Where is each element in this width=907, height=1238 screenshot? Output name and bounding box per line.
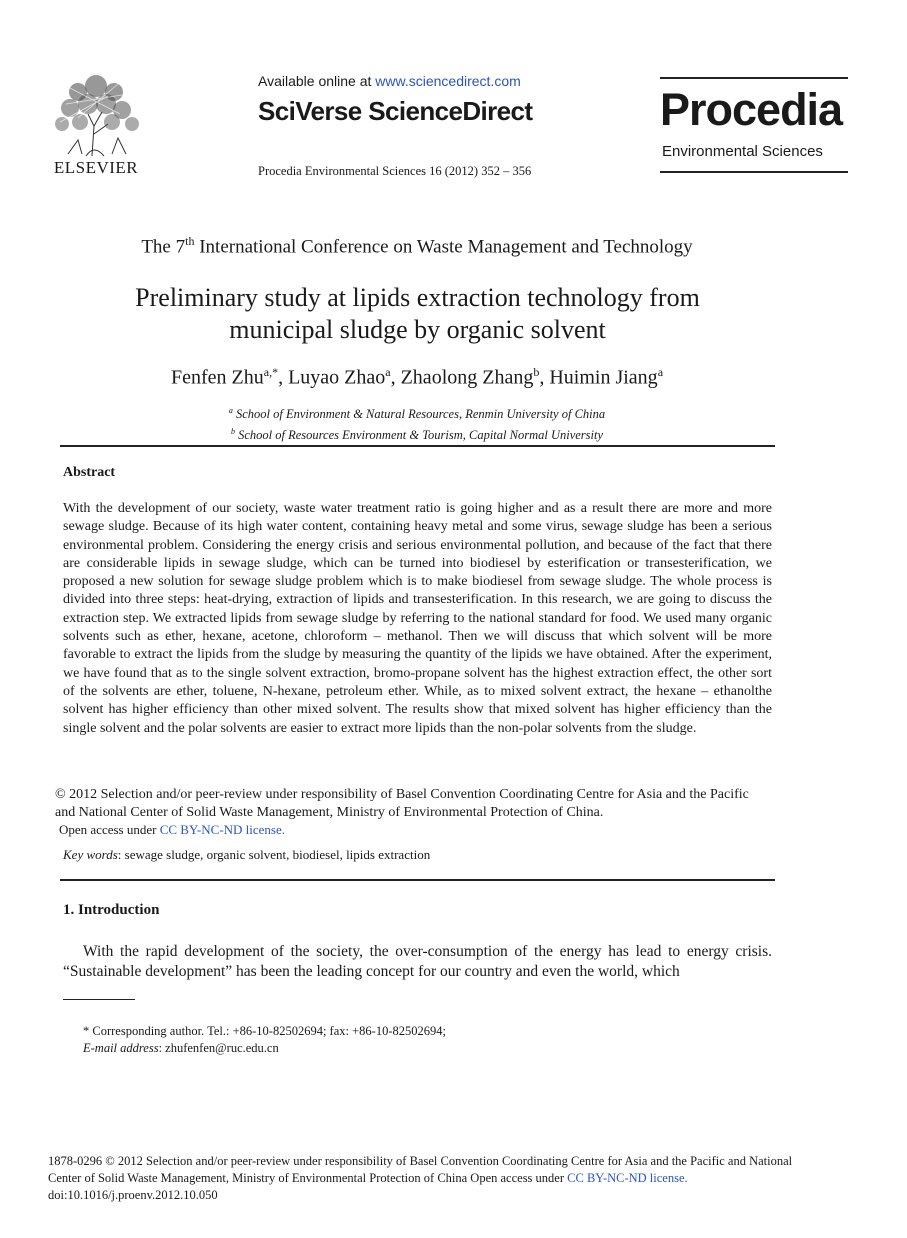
- author-sup: b: [533, 365, 540, 379]
- divider-top: [60, 445, 775, 447]
- available-prefix: Available online at: [258, 73, 376, 89]
- affiliation-text: School of Resources Environment & Tourism, Capital Normal University: [234, 428, 604, 443]
- footnote: [83, 1023, 446, 1057]
- elsevier-tree-icon: [48, 74, 144, 158]
- conference-sup: th: [185, 234, 195, 248]
- keywords-text: : sewage sludge, organic solvent, biodiesel, lipids extraction: [117, 847, 431, 862]
- copyright-line-2: and National Center of Solid Waste Management, Ministry of Environmental Protection of China.: [55, 805, 604, 820]
- section-heading: 1. Introduction: [63, 902, 160, 918]
- procedia-logo: [660, 77, 848, 175]
- author-sup: a: [385, 365, 391, 379]
- doi[interactable]: doi:10.1016/j.proenv.2012.10.050: [48, 1188, 218, 1202]
- author-sep: ,: [278, 366, 289, 389]
- corresponding-author: * Corresponding author. Tel.: +86-10-82502694; fax: +86-10-82502694;: [83, 1024, 446, 1038]
- author-list: [0, 365, 834, 390]
- sciencedirect-link[interactable]: www.sciencedirect.com: [375, 73, 521, 89]
- affiliation-sup: b: [230, 427, 235, 437]
- footer-line-1: 1878-0296 © 2012 Selection and/or peer-review under responsibility of Basel Convention Coordinating Centre for Asia and the Pacific and National: [48, 1154, 793, 1168]
- affiliations: [0, 402, 834, 444]
- keywords-label: Key words: [63, 847, 118, 862]
- open-access: [59, 822, 285, 838]
- email-label: E-mail address: [83, 1041, 159, 1055]
- available-online: [258, 73, 558, 89]
- procedia-top-rule: [660, 77, 848, 79]
- journal-citation: Procedia Environmental Sciences 16 (2012) 352 – 356: [258, 164, 532, 178]
- footnote-rule: [63, 999, 135, 1000]
- affiliation-sup: a: [228, 406, 233, 415]
- conference-pre: The 7: [141, 236, 186, 258]
- author-name[interactable]: Luyao Zhao: [288, 366, 386, 389]
- keywords: [63, 847, 430, 863]
- affiliation-item: [0, 423, 834, 444]
- author-sup: a,*: [263, 365, 279, 379]
- procedia-title: Procedia: [660, 84, 843, 135]
- license-link[interactable]: CC BY-NC-ND license.: [159, 822, 286, 837]
- divider-bottom: [60, 879, 775, 881]
- affiliation-item: [0, 402, 834, 423]
- footer-line-2: [48, 1170, 848, 1187]
- copyright-line-1: © 2012 Selection and/or peer-review under responsibility of Basel Convention Coordinating Centre for Asia and the Pacific: [55, 787, 749, 802]
- elsevier-wordmark: ELSEVIER: [53, 158, 139, 177]
- affiliation-text: School of Environment & Natural Resources, Renmin University of China: [232, 407, 606, 422]
- procedia-subtitle: Environmental Sciences: [662, 143, 823, 160]
- author-sep: ,: [390, 366, 401, 389]
- author-name[interactable]: Fenfen Zhu: [170, 366, 264, 389]
- email-value[interactable]: : zhufenfen@ruc.edu.cn: [158, 1041, 279, 1055]
- elsevier-logo: [48, 74, 144, 178]
- procedia-bottom-rule: [660, 171, 848, 173]
- footer-line-2-text: Center of Solid Waste Management, Ministry of Environmental Protection of China Open access under: [48, 1171, 568, 1185]
- paper-title: [60, 282, 775, 346]
- intro-paragraph: With the rapid development of the society, the over-consumption of the energy has lead to energy crisis. “Sustainable development” has been the leading concept for our country and even the world, which: [63, 943, 772, 980]
- copyright-notice: [55, 786, 795, 822]
- author-sup: a: [657, 365, 664, 379]
- email-line: [83, 1040, 446, 1057]
- conference-post: International Conference on Waste Management and Technology: [194, 236, 693, 258]
- abstract-text: With the development of our society, waste water treatment ratio is going higher and as a result there are more and more sewage sludge. Because of its high water content, containing heavy metal and some virus, sewage sludge has been a serious environmental problem. Considering the energy crisis and serious environmental pollution, and because of the fact that there are considerable lipids in sewage sludge, which can be turned into biodiesel by esterification or transesterification, we proposed a new solution for sewage sludge problem which is to make biodiesel from sewage sludge. The whole process is divided into three steps: heat-drying, extraction of lipids and transesterification. In this research, we are going to discuss the extraction step. We extracted lipids from sewage sludge by referring to the national standard for food. We used many organic solvents such as ether, hexane, acetone, chloroform – methanol. Then we will discuss that which solvent will be more favorable to extract the lipids from the sludge by measuring the quantity of the lipids we have obtained. After the experiment, we have found that as to the single solvent extraction, bromo-propane solvent has the highest extraction effect, the other sort of the solvents are ether, toluene, N-hexane, petroleum ether. While, as to mixed solvent extract, the hexane – ethanolthe solvent has higher efficiency than other mixed solvent. The results show that mixed solvent has higher efficiency than the single solvent and the polar solvents are easier to extract more lipids than the non-polar solvents from the sludge.: [63, 501, 772, 736]
- author-name[interactable]: Huimin Jiang: [549, 366, 658, 389]
- page-footer: [48, 1153, 848, 1204]
- abstract-heading: Abstract: [63, 465, 116, 480]
- conference-name: [0, 234, 834, 258]
- platform-logo: SciVerse ScienceDirect: [258, 96, 533, 126]
- title-line-1: Preliminary study at lipids extraction technology from: [135, 283, 700, 312]
- author-name[interactable]: Zhaolong Zhang: [400, 366, 534, 389]
- author-sep: ,: [539, 366, 550, 389]
- footer-license-link[interactable]: CC BY-NC-ND license.: [567, 1171, 688, 1185]
- title-line-2: municipal sludge by organic solvent: [229, 315, 606, 344]
- open-access-prefix: Open access under: [59, 822, 160, 837]
